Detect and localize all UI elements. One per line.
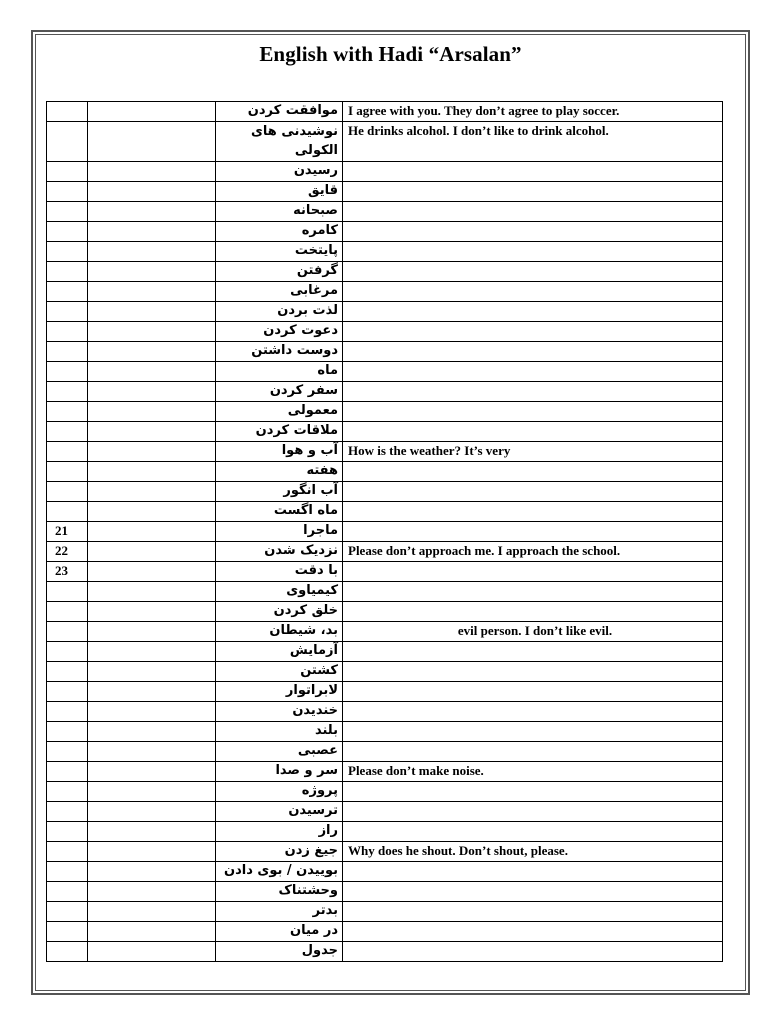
persian-word-cell: جیغ زدن xyxy=(216,842,343,862)
blank-cell xyxy=(88,442,216,462)
blank-cell xyxy=(88,242,216,262)
vocabulary-table xyxy=(46,101,723,962)
table-row xyxy=(47,602,723,622)
persian-word-cell: صبحانه xyxy=(216,202,343,222)
document-title: English with Hadi “Arsalan” xyxy=(259,42,522,66)
persian-word-cell: آب انگور xyxy=(216,482,343,502)
row-number-cell xyxy=(47,422,88,442)
table-row xyxy=(47,582,723,602)
table-row xyxy=(47,562,723,582)
row-number-cell xyxy=(47,602,88,622)
blank-cell xyxy=(88,382,216,402)
english-sentence-cell xyxy=(343,682,723,702)
blank-cell xyxy=(88,822,216,842)
row-number-cell xyxy=(47,262,88,282)
blank-cell xyxy=(88,762,216,782)
table-row xyxy=(47,782,723,802)
row-number-cell xyxy=(47,502,88,522)
row-number-cell: 23 xyxy=(47,562,88,582)
row-number-cell xyxy=(47,722,88,742)
persian-word-cell: ماه اگست xyxy=(216,502,343,522)
persian-word-cell: بلند xyxy=(216,722,343,742)
blank-cell xyxy=(88,422,216,442)
table-row xyxy=(47,662,723,682)
english-sentence-cell xyxy=(343,562,723,582)
persian-word-cell: با دقت xyxy=(216,562,343,582)
english-sentence-cell xyxy=(343,162,723,182)
row-number-cell xyxy=(47,382,88,402)
persian-word-cell: پایتخت xyxy=(216,242,343,262)
table-row xyxy=(47,282,723,302)
english-sentence-cell xyxy=(343,702,723,722)
blank-cell xyxy=(88,942,216,962)
english-sentence-cell xyxy=(343,322,723,342)
table-row xyxy=(47,342,723,362)
row-number-cell xyxy=(47,342,88,362)
table-row xyxy=(47,202,723,222)
english-sentence-cell xyxy=(343,902,723,922)
english-sentence-cell xyxy=(343,742,723,762)
row-number-cell xyxy=(47,742,88,762)
english-sentence-cell xyxy=(343,482,723,502)
english-sentence-cell xyxy=(343,642,723,662)
blank-cell xyxy=(88,582,216,602)
blank-cell xyxy=(88,622,216,642)
english-sentence-cell xyxy=(343,362,723,382)
table-row xyxy=(47,302,723,322)
table-row xyxy=(47,742,723,762)
english-sentence-cell xyxy=(343,182,723,202)
row-number-cell xyxy=(47,322,88,342)
english-sentence-cell: evil person. I don’t like evil. xyxy=(343,622,723,642)
english-sentence-cell: He drinks alcohol. I don’t like to drink alcohol. xyxy=(343,122,723,162)
table-row xyxy=(47,642,723,662)
row-number-cell xyxy=(47,122,88,162)
persian-word-cell: پروژه xyxy=(216,782,343,802)
english-sentence-cell xyxy=(343,502,723,522)
table-row xyxy=(47,542,723,562)
row-number-cell xyxy=(47,782,88,802)
table-row xyxy=(47,262,723,282)
blank-cell xyxy=(88,602,216,622)
persian-word-cell: رسیدن xyxy=(216,162,343,182)
blank-cell xyxy=(88,462,216,482)
blank-cell xyxy=(88,902,216,922)
blank-cell xyxy=(88,542,216,562)
english-sentence-cell xyxy=(343,402,723,422)
blank-cell xyxy=(88,182,216,202)
table-row xyxy=(47,102,723,122)
table-row xyxy=(47,722,723,742)
persian-word-cell: جدول xyxy=(216,942,343,962)
row-number-cell xyxy=(47,842,88,862)
blank-cell xyxy=(88,682,216,702)
persian-word-cell: نوشیدنی های الکولی xyxy=(216,122,343,162)
persian-word-cell: راز xyxy=(216,822,343,842)
blank-cell xyxy=(88,922,216,942)
english-sentence-cell xyxy=(343,942,723,962)
persian-word-cell: خلق کردن xyxy=(216,602,343,622)
table-row xyxy=(47,122,723,162)
blank-cell xyxy=(88,222,216,242)
row-number-cell xyxy=(47,622,88,642)
english-sentence-cell xyxy=(343,862,723,882)
english-sentence-cell: Please don’t approach me. I approach the school. xyxy=(343,542,723,562)
row-number-cell xyxy=(47,242,88,262)
persian-word-cell: قایق xyxy=(216,182,343,202)
table-row xyxy=(47,942,723,962)
persian-word-cell: ماجرا xyxy=(216,522,343,542)
english-sentence-cell xyxy=(343,882,723,902)
english-sentence-cell xyxy=(343,822,723,842)
table-row xyxy=(47,822,723,842)
table-row xyxy=(47,862,723,882)
english-sentence-cell: How is the weather? It’s very xyxy=(343,442,723,462)
row-number-cell xyxy=(47,302,88,322)
persian-word-cell: خندیدن xyxy=(216,702,343,722)
table-row xyxy=(47,362,723,382)
table-row xyxy=(47,222,723,242)
row-number-cell xyxy=(47,462,88,482)
blank-cell xyxy=(88,342,216,362)
persian-word-cell: وحشتناک xyxy=(216,882,343,902)
blank-cell xyxy=(88,782,216,802)
english-sentence-cell xyxy=(343,282,723,302)
blank-cell xyxy=(88,122,216,162)
row-number-cell xyxy=(47,942,88,962)
row-number-cell xyxy=(47,442,88,462)
row-number-cell xyxy=(47,862,88,882)
blank-cell xyxy=(88,402,216,422)
table-row xyxy=(47,402,723,422)
blank-cell xyxy=(88,282,216,302)
table-row xyxy=(47,182,723,202)
table-row xyxy=(47,462,723,482)
table-row xyxy=(47,482,723,502)
persian-word-cell: ترسیدن xyxy=(216,802,343,822)
english-sentence-cell xyxy=(343,782,723,802)
persian-word-cell: بوییدن / بوی دادن xyxy=(216,862,343,882)
row-number-cell: 21 xyxy=(47,522,88,542)
english-sentence-cell: Why does he shout. Don’t shout, please. xyxy=(343,842,723,862)
persian-word-cell: دعوت کردن xyxy=(216,322,343,342)
english-sentence-cell xyxy=(343,922,723,942)
blank-cell xyxy=(88,882,216,902)
persian-word-cell: کشتن xyxy=(216,662,343,682)
persian-word-cell: ماه xyxy=(216,362,343,382)
english-sentence-cell: I agree with you. They don’t agree to play soccer. xyxy=(343,102,723,122)
english-sentence-cell xyxy=(343,662,723,682)
row-number-cell xyxy=(47,702,88,722)
blank-cell xyxy=(88,642,216,662)
english-sentence-cell xyxy=(343,262,723,282)
english-sentence-cell xyxy=(343,522,723,542)
table-row xyxy=(47,702,723,722)
persian-word-cell: آزمایش xyxy=(216,642,343,662)
blank-cell xyxy=(88,262,216,282)
blank-cell xyxy=(88,522,216,542)
row-number-cell xyxy=(47,642,88,662)
persian-word-cell: ملاقات کردن xyxy=(216,422,343,442)
blank-cell xyxy=(88,322,216,342)
english-sentence-cell xyxy=(343,802,723,822)
persian-word-cell: موافقت کردن xyxy=(216,102,343,122)
english-sentence-cell xyxy=(343,602,723,622)
table-row xyxy=(47,922,723,942)
persian-word-cell: مرغابی xyxy=(216,282,343,302)
blank-cell xyxy=(88,802,216,822)
row-number-cell xyxy=(47,362,88,382)
english-sentence-cell xyxy=(343,722,723,742)
english-sentence-cell: Please don’t make noise. xyxy=(343,762,723,782)
row-number-cell xyxy=(47,922,88,942)
english-sentence-cell xyxy=(343,242,723,262)
english-sentence-cell xyxy=(343,202,723,222)
table-row xyxy=(47,902,723,922)
blank-cell xyxy=(88,862,216,882)
persian-word-cell: لابراتوار xyxy=(216,682,343,702)
table-row xyxy=(47,842,723,862)
persian-word-cell: کامره xyxy=(216,222,343,242)
blank-cell xyxy=(88,562,216,582)
blank-cell xyxy=(88,722,216,742)
row-number-cell: 22 xyxy=(47,542,88,562)
blank-cell xyxy=(88,662,216,682)
table-row xyxy=(47,802,723,822)
persian-word-cell: سفر کردن xyxy=(216,382,343,402)
row-number-cell xyxy=(47,762,88,782)
table-row xyxy=(47,502,723,522)
persian-word-cell: بدتر xyxy=(216,902,343,922)
persian-word-cell: بد، شیطان xyxy=(216,622,343,642)
row-number-cell xyxy=(47,482,88,502)
table-row xyxy=(47,622,723,642)
row-number-cell xyxy=(47,582,88,602)
blank-cell xyxy=(88,202,216,222)
row-number-cell xyxy=(47,882,88,902)
english-sentence-cell xyxy=(343,342,723,362)
row-number-cell xyxy=(47,282,88,302)
row-number-cell xyxy=(47,162,88,182)
persian-word-cell: هفته xyxy=(216,462,343,482)
row-number-cell xyxy=(47,822,88,842)
blank-cell xyxy=(88,482,216,502)
table-row xyxy=(47,422,723,442)
blank-cell xyxy=(88,302,216,322)
persian-word-cell: دوست داشتن xyxy=(216,342,343,362)
persian-word-cell: گرفتن xyxy=(216,262,343,282)
persian-word-cell: لذت بردن xyxy=(216,302,343,322)
row-number-cell xyxy=(47,202,88,222)
blank-cell xyxy=(88,362,216,382)
persian-word-cell: معمولی xyxy=(216,402,343,422)
blank-cell xyxy=(88,162,216,182)
table-row xyxy=(47,322,723,342)
table-row xyxy=(47,242,723,262)
row-number-cell xyxy=(47,102,88,122)
english-sentence-cell xyxy=(343,302,723,322)
blank-cell xyxy=(88,842,216,862)
table-row xyxy=(47,762,723,782)
english-sentence-cell xyxy=(343,582,723,602)
persian-word-cell: آب و هوا xyxy=(216,442,343,462)
blank-cell xyxy=(88,502,216,522)
table-row xyxy=(47,682,723,702)
persian-word-cell: نزدیک شدن xyxy=(216,542,343,562)
english-sentence-cell xyxy=(343,462,723,482)
blank-cell xyxy=(88,102,216,122)
row-number-cell xyxy=(47,902,88,922)
persian-word-cell: در میان xyxy=(216,922,343,942)
english-sentence-cell xyxy=(343,382,723,402)
table-row xyxy=(47,442,723,462)
persian-word-cell: سر و صدا xyxy=(216,762,343,782)
table-row xyxy=(47,382,723,402)
table-row xyxy=(47,522,723,542)
row-number-cell xyxy=(47,222,88,242)
persian-word-cell: عصبی xyxy=(216,742,343,762)
row-number-cell xyxy=(47,682,88,702)
blank-cell xyxy=(88,702,216,722)
table-row xyxy=(47,882,723,902)
row-number-cell xyxy=(47,662,88,682)
english-sentence-cell xyxy=(343,222,723,242)
blank-cell xyxy=(88,742,216,762)
row-number-cell xyxy=(47,402,88,422)
row-number-cell xyxy=(47,802,88,822)
row-number-cell xyxy=(47,182,88,202)
table-row xyxy=(47,162,723,182)
persian-word-cell: کیمیاوی xyxy=(216,582,343,602)
english-sentence-cell xyxy=(343,422,723,442)
